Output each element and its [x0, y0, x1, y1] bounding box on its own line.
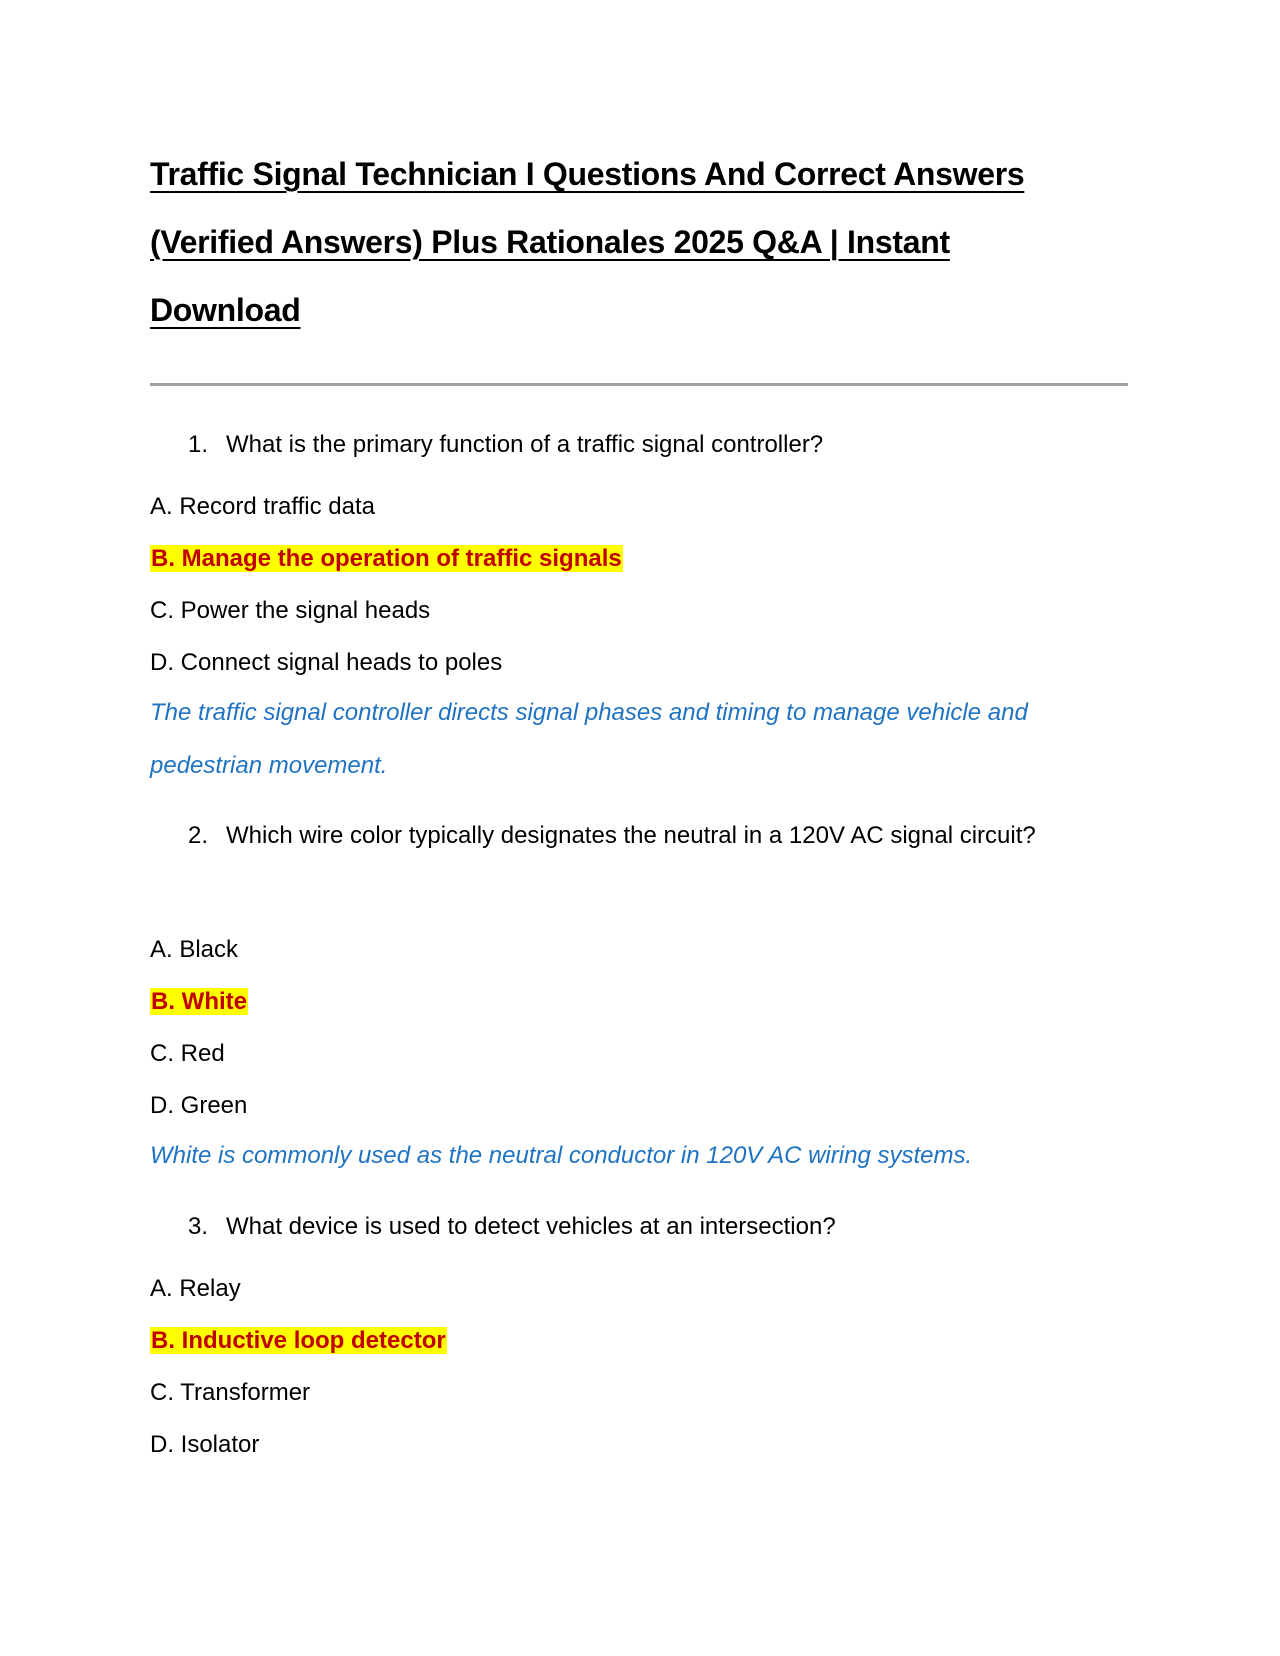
option-b-correct — [150, 985, 248, 1019]
option-b-correct — [150, 542, 623, 576]
question-number: 2. — [188, 822, 209, 849]
option-d: D. Connect signal heads to poles — [150, 649, 503, 676]
option-c: C. Red — [150, 1040, 225, 1067]
correct-answer-highlight: B. Inductive loop detector — [151, 1327, 446, 1354]
option-a: A. Relay — [150, 1275, 241, 1302]
title-line-3: Download — [150, 292, 301, 328]
horizontal-divider — [150, 383, 1128, 386]
title-line-2: (Verified Answers) Plus Rationales 2025 Q&A | Instant — [150, 224, 950, 260]
question-1 — [188, 418, 1068, 471]
rationale: White is commonly used as the neutral conductor in 120V AC wiring systems. — [150, 1142, 973, 1169]
question-text: What is the primary function of a traffic signal controller? — [226, 431, 824, 458]
option-c: C. Transformer — [150, 1379, 311, 1406]
question-text: Which wire color typically designates the neutral in a 120V AC signal circuit? — [226, 822, 1036, 849]
option-d: D. Isolator — [150, 1431, 260, 1458]
question-number: 3. — [188, 1213, 209, 1240]
correct-answer-highlight: B. White — [151, 988, 247, 1015]
option-a: A. Black — [150, 936, 239, 963]
question-2 — [188, 809, 1068, 862]
question-text: What device is used to detect vehicles at an intersection? — [226, 1213, 836, 1240]
option-c: C. Power the signal heads — [150, 597, 431, 624]
question-number: 1. — [188, 431, 209, 458]
correct-answer-highlight: B. Manage the operation of traffic signals — [151, 545, 622, 572]
title-line-1: Traffic Signal Technician I Questions And Correct Answers — [150, 156, 1025, 192]
option-d: D. Green — [150, 1092, 248, 1119]
rationale: The traffic signal controller directs signal phases and timing to manage vehicle and pedestrian movement. — [150, 699, 1028, 779]
question-3 — [188, 1200, 1068, 1253]
document-title — [150, 140, 1110, 344]
option-a: A. Record traffic data — [150, 493, 375, 520]
option-b-correct — [150, 1324, 447, 1358]
